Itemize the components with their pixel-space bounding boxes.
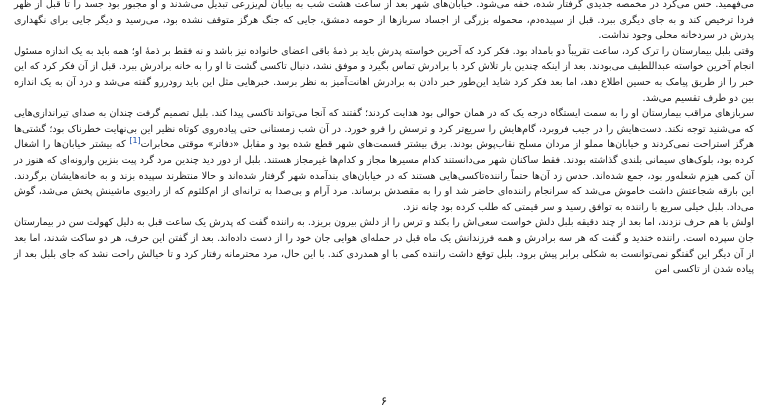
body-paragraph-3-text-start: سربازهای مراقب بیمارستان او را به سمت ایستگاه درجه یک که در همان حوالی بود هدایت کردند؛ گفتند که آنجا می‌تواند تاکسی پیدا کند. بلبل تصمیم گرفت چندان به صدای تیراندازی‌هایی که می‌شنید توجه نکند. دست‌هایش را در جیب فروبرد، گام‌هایش را سریع‌تر کرد و ترسش را فرو خورد. در آن شب زمستانی حتی پیاده‌روی کوتاه نظیر این بی‌نهایت خطرناک بود؛ گشتی‌ها هرگز استراحت نمی‌کردند و خیابان‌ها مملو از مردان مسلح نقاب‌پوش بودند. برق بیشتر قسمت‌های شهر قطع شده بود و مقابل «دفاتر» موقتی مخابرات bbox=[14, 108, 754, 151]
document-page bbox=[14, 0, 754, 415]
body-paragraph-3 bbox=[14, 106, 754, 215]
page-number: ۶ bbox=[380, 394, 388, 408]
footnote-reference-link[interactable]: [1] bbox=[129, 136, 141, 146]
body-paragraph-4: اولش با هم حرف نزدند، اما بعد از چند دقیقه بلبل دلش خواست سعی‌اش را بکند و ترس را از دلش بیرون بریزد. به راننده گفت که پدرش یک ساعت قبل به دلیل کهولت سن در بیمارستان جان سپرده است. راننده خندید و گفت که هر سه برادرش و همه فرزندانش یک ماه قبل در حمله‌ای هوایی جان خود را از دست داده‌اند. بعد از گفتن این حرف، هر دو ساکت شدند، اما بعد از آن دیگر این گفتگو نمی‌توانست به شکلی برابر پیش برود. بلبل توقع داشت راننده کمی با او همدردی کند. با این حال، مرد محترمانه رفتار کرد و تا خیالش راحت نشد که جای بلبل بعد از پیاده شدن از تاکسی امن bbox=[14, 217, 754, 276]
body-paragraph-1: می‌فهمید. حس می‌کرد در مخمصه جدیدی گرفتار شده، خفه می‌شود. خیابان‌های شهر بعد از ساعت هشت شب به بیابان لم‌یزرعی تبدیل می‌شدند و او مجبور بود جسد را تا قبل از ظهر فردا ترخیص کند و به جای دیگری ببرد. قبل از سپیده‌دم، محموله بزرگی از اجساد سربازها از حومه دمشق، جایی که جنگ هرگز متوقف نشده بود، می‌رسید و دیگر جایی برای نگهداری پدرش در سردخانه محلی وجود نداشت. bbox=[14, 0, 754, 42]
body-paragraph-3-text-end: که بیشتر خیابان‌ها را اشغال کرده بود، بلوک‌های سیمانی بلندی گذاشته بودند. فقط ساکنان شهر می‌دانستند کدام مسیرها مجاز و کدام‌ها غیرمجاز هستند. بلبل از دور دید چندین مرد گرد پیت بنزین وارونه‌ای که هنوز در آن کمی هیزم شعله‌ور بود، جمع شده‌اند. حدس زد آن‌ها حتماً راننده‌تاکسی‌هایی هستند که در خیابان‌های بندآمده شهر گرفتار شده‌اند و حالا منتظرند سپیده بزند و به خانه‌هایشان برگردند. این بارقه شجاعتش داشت خاموش می‌شد که سرانجام راننده‌ای حاضر شد او را به مقصدش برساند. مرد آرام و بی‌صدا به ترانه‌ای از ام‌کلثوم که از رادیوی ماشینش پخش می‌شد، گوش می‌داد. بلبل خیلی سریع با راننده به توافق رسید و سر قیمتی که طلب کرده بود چانه نزد. bbox=[14, 139, 754, 213]
body-paragraph-2: وقتی بلبل بیمارستان را ترک کرد، ساعت تقریباً دو بامداد بود. فکر کرد که آخرین خواسته پدرش باید بر ذمهٔ باقی اعضای خانواده نیز باشد و نه فقط بر ذمهٔ او؛ همه باید به یک اندازه مسئول انجام آخرین خواسته عبداللطیف می‌بودند. بعد از اینکه چندین بار تلاش کرد با برادرش تماس بگیرد و موفق نشد، دنبال تاکسی گشت تا او را به خانه برادرش ببرد. قبل از آن فکر کرد که این خبر را از طریق پیامک به حسین اطلاع دهد، اما بعد فکر کرد شاید این‌طور خبر دادن به برادرش اهانت‌آمیز به نظر برسد. خبرهایی مثل این باید رودررو گفته می‌شد و درد آن به یک اندازه بین دو طرف تقسیم می‌شد. bbox=[14, 45, 754, 104]
